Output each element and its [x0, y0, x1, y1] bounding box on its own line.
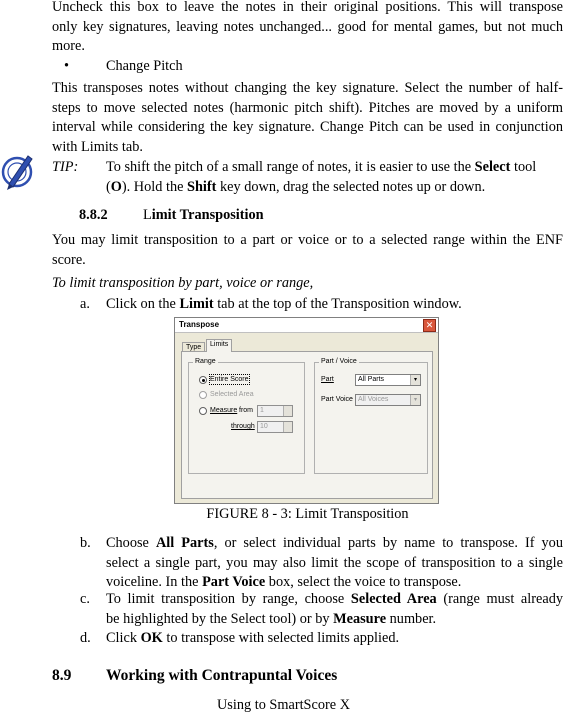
- step-line: Choose All Parts, or select individual parts by name to transpose. If you: [106, 535, 563, 551]
- from-label: from: [239, 407, 253, 414]
- paragraph-line: score.: [52, 251, 86, 268]
- paragraph-line: with Limits tab.: [52, 138, 143, 155]
- instruction-heading: To limit transposition by part, voice or range,: [52, 275, 314, 291]
- tip-text: [106, 158, 563, 197]
- step-text: Click on the Limit tab at the top of the Transposition window.: [106, 296, 462, 312]
- part-label: Part: [321, 376, 334, 383]
- bullet-label: Change Pitch: [106, 58, 183, 74]
- bullet-symbol: •: [64, 58, 70, 74]
- transpose-dialog-figure: [174, 317, 439, 504]
- radio-measure[interactable]: [199, 407, 207, 415]
- change-pitch-paragraph: [52, 79, 563, 157]
- intro-line: only key signatures, leaving notes unchanged... good for mental games, but not much: [52, 18, 563, 35]
- tip-label: TIP:: [52, 159, 79, 175]
- range-group-title: Range: [195, 358, 216, 365]
- section-title: Limit Transposition: [143, 207, 264, 223]
- tip-line: To shift the pitch of a small range of notes, it is easier to use the Select tool: [106, 159, 537, 175]
- step-text: [106, 590, 563, 629]
- part-voice-select[interactable]: [355, 394, 421, 406]
- part-voice-group-title: Part / Voice: [321, 358, 357, 365]
- part-voice-group: [314, 358, 428, 474]
- step-text: [106, 534, 563, 593]
- paragraph-line: interval while considering the key signature. Change Pitch can be used in conjunction: [52, 119, 563, 135]
- measure-label: Measure: [210, 407, 238, 414]
- from-value: 1: [260, 407, 264, 414]
- through-value: 10: [260, 423, 268, 430]
- paragraph-line: You may limit transposition to a part or voice or to a selected range within the ENF: [52, 232, 563, 248]
- paragraph-line: steps to move selected notes (harmonic pitch shift). Pitches are moved by a uniform: [52, 99, 563, 116]
- intro-line: Uncheck this box to leave the notes in their original positions. This will transpose: [52, 0, 563, 15]
- page-footer: Using to SmartScore X: [216, 697, 351, 713]
- selected-area-label: Selected Area: [210, 391, 254, 398]
- radio-entire-score[interactable]: [199, 376, 207, 384]
- limit-paragraph: [52, 231, 563, 270]
- close-button[interactable]: ✕: [423, 319, 436, 332]
- step-marker: d.: [80, 630, 91, 646]
- figure-caption: FIGURE 8 - 3: Limit Transposition: [206, 506, 409, 522]
- part-select-value: All Parts: [358, 376, 385, 383]
- section-number: 8.9: [52, 667, 72, 684]
- tip-line: (O). Hold the Shift key down, drag the selected notes up or down.: [106, 178, 486, 195]
- step-marker: b.: [80, 535, 91, 551]
- section-title: Working with Contrapuntal Voices: [106, 667, 338, 684]
- window-title: Transpose: [179, 320, 220, 329]
- step-marker: c.: [80, 591, 90, 607]
- step-line: be highlighted by the Select tool) or by Measure number.: [106, 610, 437, 627]
- step-text: Click OK to transpose with selected limits applied.: [106, 630, 400, 646]
- spin-arrows-icon[interactable]: [283, 422, 292, 432]
- step-line: To limit transposition by range, choose Selected Area (range must already: [106, 591, 563, 607]
- radio-selected-area[interactable]: [199, 391, 207, 399]
- tab-limits[interactable]: Limits: [206, 339, 232, 352]
- intro-line: more.: [52, 38, 85, 54]
- tip-pen-icon: [0, 150, 40, 192]
- through-spinner[interactable]: [257, 421, 293, 433]
- step-line: select a single part, you may also limit the scope of transposition to a single: [106, 554, 563, 571]
- paragraph-line: This transposes notes without changing the key signature. Select the number of half-: [52, 80, 563, 96]
- intro-paragraph: [52, 0, 563, 57]
- bullet-item: [64, 57, 69, 77]
- chevron-down-icon[interactable]: ▾: [410, 395, 420, 405]
- transpose-window: [174, 317, 439, 504]
- range-group: [188, 358, 305, 474]
- limits-panel: [181, 351, 433, 499]
- part-voice-label: Part Voice: [321, 396, 353, 403]
- part-select[interactable]: [355, 374, 421, 386]
- through-label: through: [231, 423, 255, 430]
- step-marker: a.: [80, 296, 90, 312]
- tab-type[interactable]: Type: [182, 342, 205, 352]
- section-number: 8.8.2: [79, 207, 108, 223]
- from-spinner[interactable]: [257, 405, 293, 417]
- entire-score-label: Entire Score: [210, 376, 249, 383]
- part-voice-select-value: All Voices: [358, 396, 389, 403]
- title-bar: [175, 318, 438, 333]
- spin-arrows-icon[interactable]: [283, 406, 292, 416]
- step-line: voiceline. In the Part Voice box, select the voice to transpose.: [106, 574, 462, 590]
- chevron-down-icon[interactable]: ▾: [410, 375, 420, 385]
